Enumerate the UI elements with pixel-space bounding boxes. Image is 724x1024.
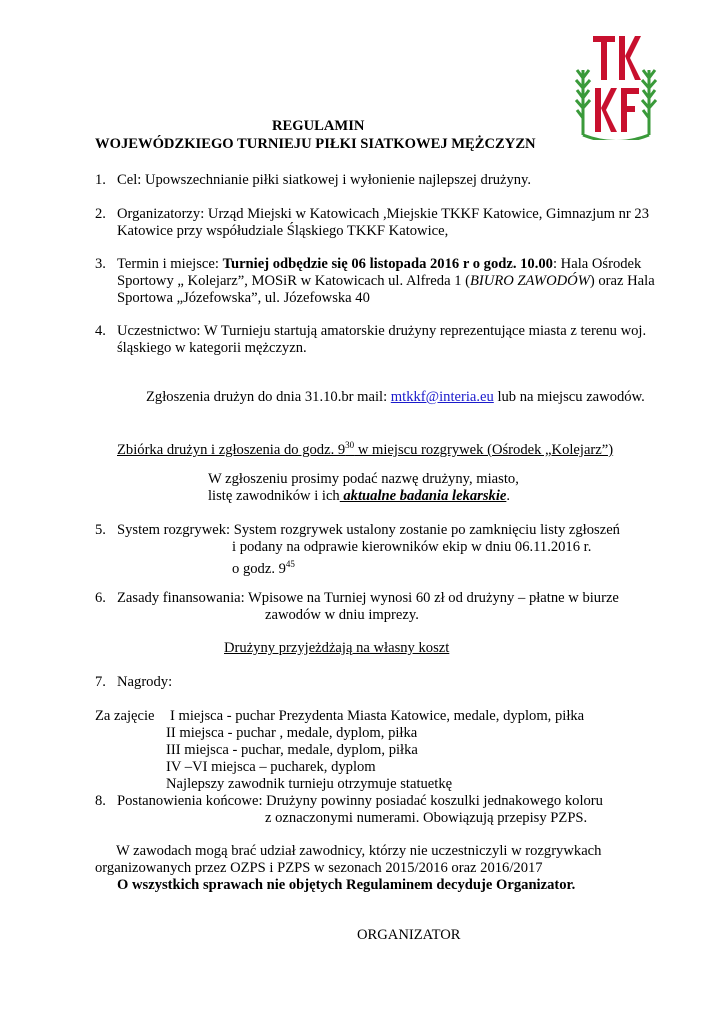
item-goal: Cel: Upowszechnianie piłki siatkowej i wyłonienie najlepszej drużyny.	[117, 172, 532, 188]
email-link[interactable]: mtkkf@interia.eu	[390, 389, 494, 405]
finance-line-1: Zasady finansowania: Wpisowe na Turniej wynosi 60 zł od drużyny – płatne w biurze	[117, 590, 619, 606]
title-line-1: REGULAMIN	[272, 118, 365, 134]
organizer-decides: O wszystkich sprawach nie objętych Regulaminem decyduje Organizator.	[117, 877, 576, 893]
eligibility-line-2: organizowanych przez OZPS i PZPS w sezonach 2015/2016 oraz 2016/2017	[95, 860, 543, 876]
date-place-line-2	[117, 273, 655, 290]
medical-exams: aktualne badania lekarskie	[339, 488, 507, 504]
tkkf-logo-graphic	[575, 30, 657, 140]
prize-4: IV –VI miejsca – pucharek, dyplom	[166, 759, 376, 775]
application-line-2	[208, 488, 510, 505]
signature: ORGANIZATOR	[357, 927, 461, 943]
final-provisions-line-1: Postanowienia końcowe: Drużyny powinny posiadać koszulki jednakowego koloru	[117, 793, 603, 809]
participation-line-2: śląskiego w kategorii mężczyzn.	[117, 340, 307, 356]
item-number: 2.	[95, 206, 106, 222]
gathering-line	[117, 437, 613, 459]
participation-line-1: Uczestnictwo: W Turnieju startują amatorskie drużyny reprezentujące miasta z terenu woj.	[117, 323, 647, 339]
item-number: 6.	[95, 590, 106, 606]
tkkf-logo	[575, 30, 657, 140]
own-cost-note: Drużyny przyjeżdżają na własny koszt	[224, 640, 450, 656]
item-number: 7.	[95, 674, 106, 690]
organizers-line-1: Organizatorzy: Urząd Miejski w Katowicach ,Miejskie TKKF Katowice, Gimnazjum nr 23	[117, 206, 649, 222]
gathering-minutes: 30	[345, 440, 355, 450]
system-minutes: 45	[285, 559, 295, 569]
prize-best-player: Najlepszy zawodnik turnieju otrzymuje statuetkę	[166, 776, 453, 792]
date-place-line-1	[117, 256, 641, 273]
final-provisions-line-2: z oznaczonymi numerami. Obowiązują przepisy PZPS.	[265, 810, 588, 826]
players-list: listę zawodników i ich	[208, 488, 340, 504]
venue-and: ) oraz Hala	[589, 273, 655, 289]
tournament-date: Turniej odbędzie się 06 listopada 2016 r o godz. 10.00	[222, 256, 553, 272]
date-place-line-3: Sportowa „Józefowska”, ul. Józefowska 40	[117, 290, 370, 306]
period: .	[506, 488, 511, 504]
registration-or: lub na miejscu zawodów.	[493, 389, 645, 405]
title-line-2: WOJEWÓDZKIEGO TURNIEJU PIŁKI SIATKOWEJ MĘŻCZYZN	[95, 136, 536, 152]
item-number: 5.	[95, 522, 106, 538]
prizes-heading: Nagrody:	[117, 674, 173, 690]
prizes-for: Za zajęcie	[95, 708, 155, 724]
system-time: o godz. 9	[232, 560, 286, 577]
registration-line	[146, 389, 645, 406]
office-label: BIURO ZAWODÓW	[470, 273, 590, 289]
prize-3: III miejsca - puchar, medale, dyplom, piłka	[166, 742, 418, 758]
gathering-text: Zbiórka drużyn i zgłoszenia do godz. 9	[117, 441, 346, 458]
date-place-venue: : Hala Ośrodek	[552, 256, 642, 272]
organizers-line-2: Katowice przy współudziale Śląskiego TKKF Katowice,	[117, 223, 449, 239]
date-place-label: Termin i miejsce:	[117, 256, 223, 272]
item-number: 8.	[95, 793, 106, 809]
prize-2: II miejsca - puchar , medale, dyplom, piłka	[166, 725, 418, 741]
system-line-3	[232, 556, 295, 578]
application-line-1: W zgłoszeniu prosimy podać nazwę drużyny, miasto,	[208, 471, 519, 487]
gathering-place: w miejscu rozgrywek (Ośrodek „Kolejarz”)	[354, 441, 614, 458]
venue-address: Sportowy „ Kolejarz”, MOSiR w Katowicach ul. Alfreda 1 (	[117, 273, 471, 289]
registration-text: Zgłoszenia drużyn do dnia 31.10.br mail:	[146, 389, 391, 405]
system-line-2: i podany na odprawie kierowników ekip w dniu 06.11.2016 r.	[232, 539, 592, 555]
item-number: 1.	[95, 172, 106, 188]
eligibility-line-1: W zawodach mogą brać udział zawodnicy, którzy nie uczestniczyli w rozgrywkach	[116, 843, 602, 859]
system-line-1: System rozgrywek: System rozgrywek ustalony zostanie po zamknięciu listy zgłoszeń	[117, 522, 620, 538]
item-number: 3.	[95, 256, 106, 272]
finance-line-2: zawodów w dniu imprezy.	[265, 607, 419, 623]
item-number: 4.	[95, 323, 106, 339]
prize-1: I miejsca - puchar Prezydenta Miasta Katowice, medale, dyplom, piłka	[170, 708, 585, 724]
